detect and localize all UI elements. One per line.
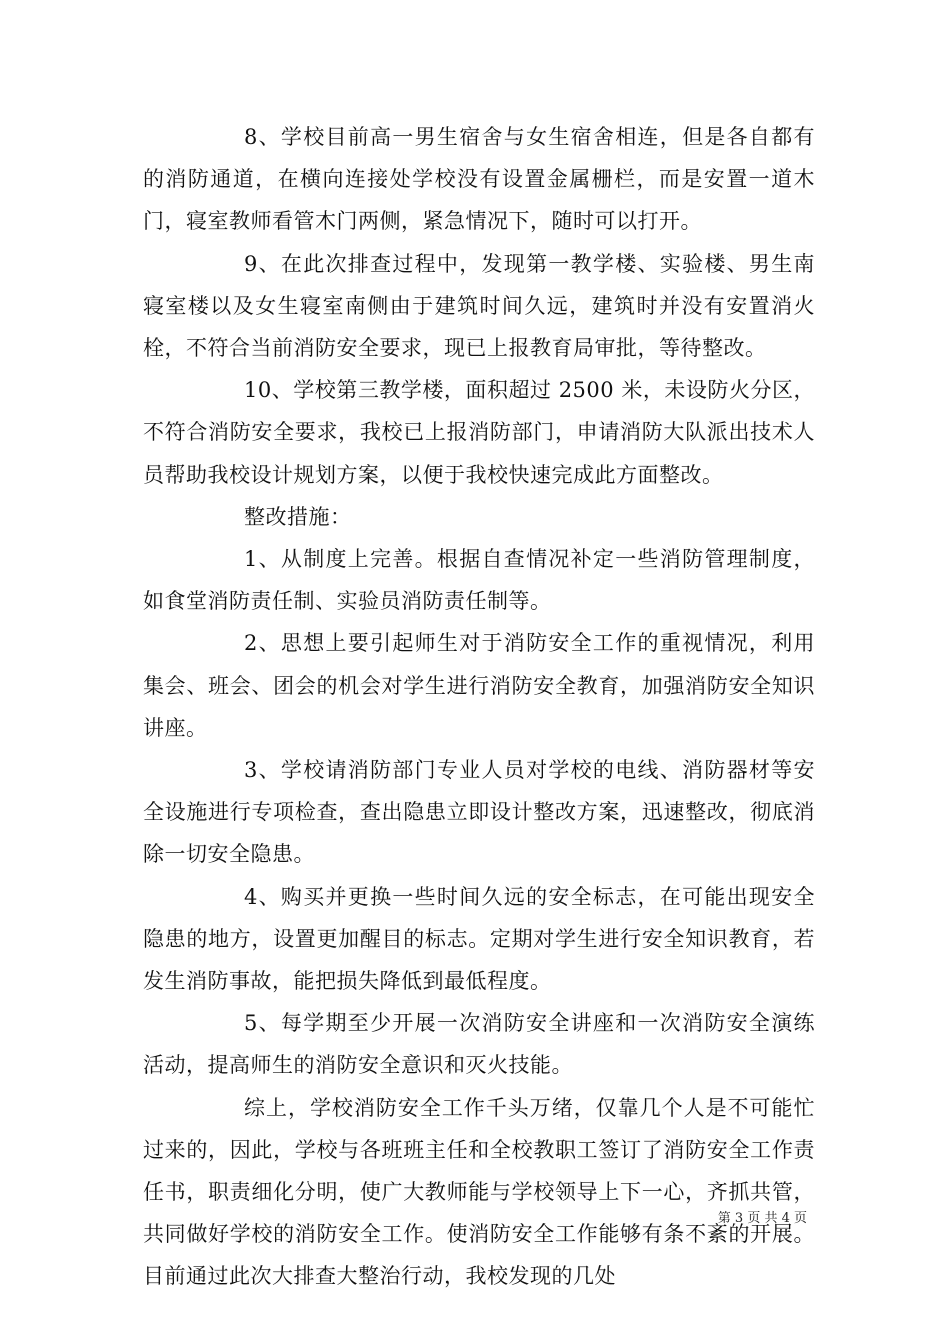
paragraph-item-8: 8、学校目前高一男生宿舍与女生宿舍相连，但是各自都有的消防通道，在横向连接处学校没有设置金属栅栏，而是安置一道木门，寝室教师看管木门两侧，紧急情况下，随时可以打开。 [143, 125, 815, 234]
page-number-footer: 第 3 页 共 4 页 [717, 1211, 807, 1226]
paragraph-item-10: 10、学校第三教学楼，面积超过 2500 米，未设防火分区，不符合消防安全要求，我校已上报消防部门，申请消防大队派出技术人员帮助我校设计规划方案，以便于我校快速完成此方面整改。 [143, 378, 815, 487]
paragraph-item-9: 9、在此次排查过程中，发现第一教学楼、实验楼、男生南寝室楼以及女生寝室南侧由于建筑时间久远，建筑时并没有安置消火栓，不符合当前消防安全要求，现已上报教育局审批，等待整改。 [143, 251, 815, 361]
measure-item-2: 2、思想上要引起师生对于消防安全工作的重视情况，利用集会、班会、团会的机会对学生进行消防安全教育，加强消防安全知识讲座。 [143, 631, 815, 740]
document-body [143, 116, 815, 1298]
section-heading-measures: 整改措施： [244, 504, 352, 529]
measure-item-1: 1、从制度上完善。根据自查情况补定一些消防管理制度，如食堂消防责任制、实验员消防责任制等。 [143, 547, 815, 614]
measure-item-3: 3、学校请消防部门专业人员对学校的电线、消防器材等安全设施进行专项检查，查出隐患立即设计整改方案，迅速整改，彻底消除一切安全隐患。 [143, 758, 815, 867]
measure-item-5: 5、每学期至少开展一次消防安全讲座和一次消防安全演练活动，提高师生的消防安全意识和灭火技能。 [143, 1011, 815, 1078]
measure-item-4: 4、购买并更换一些时间久远的安全标志，在可能出现安全隐患的地方，设置更加醒目的标志。定期对学生进行安全知识教育，若发生消防事故，能把损失降低到最低程度。 [143, 884, 815, 994]
summary-paragraph: 综上，学校消防安全工作千头万绪，仅靠几个人是不可能忙过来的，因此，学校与各班班主任和全校教职工签订了消防安全工作责任书，职责细化分明，使广大教师能与学校领导上下一心，齐抓共管，共同做好学校的消防安全工作。使消防安全工作能够有条不紊的开展。目前通过此次大排查大整治行动，我校发现的几处 [143, 1095, 815, 1289]
